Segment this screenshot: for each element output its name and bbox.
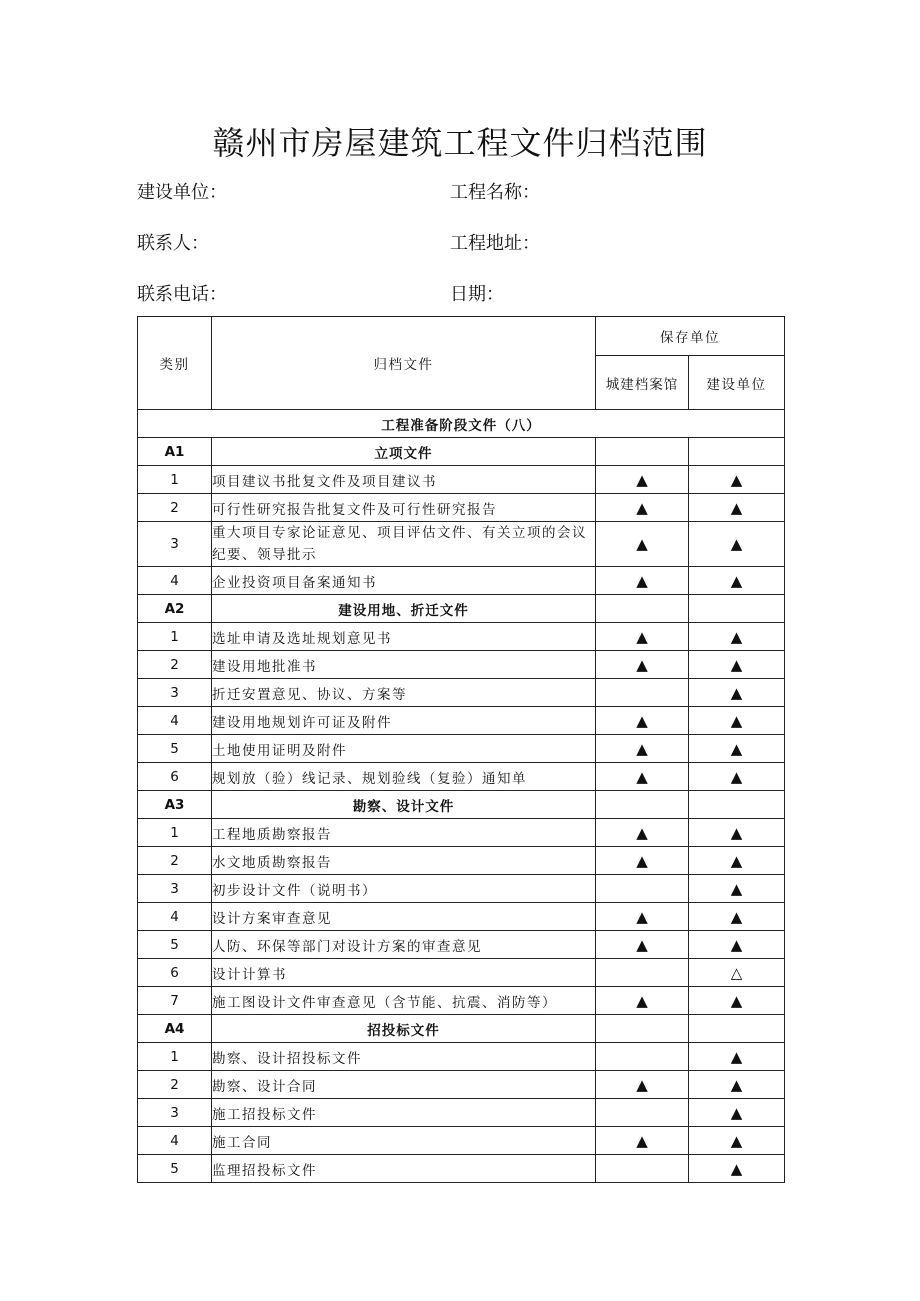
row-number: 3 (138, 875, 212, 903)
table-row (138, 1127, 785, 1155)
contact-phone-label: 联系电话： (137, 284, 227, 305)
table-row (138, 623, 785, 651)
document-name: 工程地质勘察报告 (212, 819, 596, 847)
document-name: 项目建议书批复文件及项目建议书 (212, 466, 596, 494)
urban-archive-mark: ▲ (596, 623, 689, 651)
header-builder: 建设单位 (689, 356, 785, 410)
document-name: 施工合同 (212, 1127, 596, 1155)
header-category: 类别 (138, 317, 212, 410)
archive-scope-table (137, 316, 785, 1183)
group-code: A4 (138, 1015, 212, 1043)
stage-title: 工程准备阶段文件（八） (138, 410, 785, 438)
archive-table-body (138, 317, 785, 1183)
table-row (138, 494, 785, 522)
urban-archive-mark: ▲ (596, 651, 689, 679)
table-row (138, 1155, 785, 1183)
document-name: 建设用地规划许可证及附件 (212, 707, 596, 735)
table-row (138, 466, 785, 494)
builder-mark: ▲ (689, 847, 785, 875)
header-urban-archive: 城建档案馆 (596, 356, 689, 410)
empty-cell (596, 595, 689, 623)
row-number: 4 (138, 707, 212, 735)
builder-mark: ▲ (689, 875, 785, 903)
builder-mark: ▲ (689, 466, 785, 494)
document-name: 勘察、设计合同 (212, 1071, 596, 1099)
row-number: 6 (138, 763, 212, 791)
document-name: 设计方案审查意见 (212, 903, 596, 931)
document-name: 选址申请及选址规划意见书 (212, 623, 596, 651)
builder-mark: ▲ (689, 707, 785, 735)
group-name: 招投标文件 (212, 1015, 596, 1043)
table-row (138, 522, 785, 567)
empty-cell (596, 438, 689, 466)
document-name: 企业投资项目备案通知书 (212, 567, 596, 595)
empty-cell (596, 791, 689, 819)
empty-cell (689, 1015, 785, 1043)
table-row (138, 931, 785, 959)
urban-archive-mark: ▲ (596, 735, 689, 763)
table-row (138, 1099, 785, 1127)
builder-mark: ▲ (689, 522, 785, 567)
table-row (138, 1043, 785, 1071)
builder-mark: ▲ (689, 651, 785, 679)
document-name: 施工图设计文件审查意见（含节能、抗震、消防等） (212, 987, 596, 1015)
urban-archive-mark: ▲ (596, 567, 689, 595)
builder-mark: ▲ (689, 1155, 785, 1183)
urban-archive-mark: ▲ (596, 1127, 689, 1155)
document-name: 人防、环保等部门对设计方案的审查意见 (212, 931, 596, 959)
group-row (138, 791, 785, 819)
row-number: 2 (138, 847, 212, 875)
builder-mark: ▲ (689, 1099, 785, 1127)
table-row (138, 651, 785, 679)
urban-archive-mark: ▲ (596, 466, 689, 494)
document-name: 建设用地批准书 (212, 651, 596, 679)
group-row (138, 1015, 785, 1043)
row-number: 1 (138, 623, 212, 651)
table-row (138, 847, 785, 875)
table-row (138, 567, 785, 595)
row-number: 5 (138, 735, 212, 763)
group-code: A1 (138, 438, 212, 466)
row-number: 4 (138, 903, 212, 931)
header-row (138, 317, 785, 356)
urban-archive-mark (596, 1155, 689, 1183)
row-number: 7 (138, 987, 212, 1015)
construction-unit-label: 建设单位： (137, 182, 227, 203)
builder-mark: ▲ (689, 1043, 785, 1071)
urban-archive-mark: ▲ (596, 522, 689, 567)
urban-archive-mark (596, 1099, 689, 1127)
document-name: 设计计算书 (212, 959, 596, 987)
group-code: A2 (138, 595, 212, 623)
urban-archive-mark: ▲ (596, 847, 689, 875)
table-row (138, 875, 785, 903)
row-number: 5 (138, 931, 212, 959)
urban-archive-mark: ▲ (596, 707, 689, 735)
document-name: 可行性研究报告批复文件及可行性研究报告 (212, 494, 596, 522)
builder-mark: ▲ (689, 1127, 785, 1155)
builder-mark: ▲ (689, 623, 785, 651)
urban-archive-mark: ▲ (596, 1071, 689, 1099)
urban-archive-mark: ▲ (596, 819, 689, 847)
project-name-label: 工程名称： (450, 182, 540, 203)
row-number: 1 (138, 819, 212, 847)
document-name: 重大项目专家论证意见、项目评估文件、有关立项的会议纪要、领导批示 (212, 522, 596, 567)
urban-archive-mark (596, 959, 689, 987)
builder-mark: ▲ (689, 763, 785, 791)
document-name: 折迁安置意见、协议、方案等 (212, 679, 596, 707)
builder-mark: △ (689, 959, 785, 987)
row-number: 4 (138, 567, 212, 595)
document-name: 水文地质勘察报告 (212, 847, 596, 875)
table-row (138, 987, 785, 1015)
group-row (138, 595, 785, 623)
urban-archive-mark: ▲ (596, 903, 689, 931)
urban-archive-mark (596, 1043, 689, 1071)
group-name: 勘察、设计文件 (212, 791, 596, 819)
row-number: 3 (138, 522, 212, 567)
table-row (138, 707, 785, 735)
row-number: 2 (138, 494, 212, 522)
header-storage-unit: 保存单位 (596, 317, 785, 356)
table-row (138, 1071, 785, 1099)
table-row (138, 735, 785, 763)
urban-archive-mark: ▲ (596, 987, 689, 1015)
row-number: 3 (138, 679, 212, 707)
builder-mark: ▲ (689, 987, 785, 1015)
group-row (138, 438, 785, 466)
row-number: 4 (138, 1127, 212, 1155)
project-address-label: 工程地址： (450, 233, 540, 254)
document-name: 初步设计文件（说明书） (212, 875, 596, 903)
urban-archive-mark: ▲ (596, 494, 689, 522)
urban-archive-mark (596, 875, 689, 903)
builder-mark: ▲ (689, 1071, 785, 1099)
row-number: 3 (138, 1099, 212, 1127)
empty-cell (596, 1015, 689, 1043)
row-number: 6 (138, 959, 212, 987)
group-code: A3 (138, 791, 212, 819)
document-name: 监理招投标文件 (212, 1155, 596, 1183)
empty-cell (689, 438, 785, 466)
builder-mark: ▲ (689, 735, 785, 763)
builder-mark: ▲ (689, 494, 785, 522)
contact-person-label: 联系人： (137, 233, 209, 254)
table-row (138, 903, 785, 931)
urban-archive-mark (596, 679, 689, 707)
table-row (138, 679, 785, 707)
urban-archive-mark: ▲ (596, 763, 689, 791)
header-file: 归档文件 (212, 317, 596, 410)
row-number: 1 (138, 466, 212, 494)
builder-mark: ▲ (689, 567, 785, 595)
date-label: 日期： (450, 284, 504, 305)
row-number: 5 (138, 1155, 212, 1183)
document-name: 勘察、设计招投标文件 (212, 1043, 596, 1071)
empty-cell (689, 595, 785, 623)
table-row (138, 819, 785, 847)
builder-mark: ▲ (689, 679, 785, 707)
group-name: 立项文件 (212, 438, 596, 466)
document-name: 施工招投标文件 (212, 1099, 596, 1127)
row-number: 1 (138, 1043, 212, 1071)
empty-cell (689, 791, 785, 819)
document-name: 土地使用证明及附件 (212, 735, 596, 763)
urban-archive-mark: ▲ (596, 931, 689, 959)
row-number: 2 (138, 651, 212, 679)
table-row (138, 763, 785, 791)
builder-mark: ▲ (689, 903, 785, 931)
row-number: 2 (138, 1071, 212, 1099)
document-name: 规划放（验）线记录、规划验线（复验）通知单 (212, 763, 596, 791)
table-row (138, 959, 785, 987)
group-name: 建设用地、折迁文件 (212, 595, 596, 623)
page-title: 赣州市房屋建筑工程文件归档范围 (212, 124, 708, 162)
builder-mark: ▲ (689, 819, 785, 847)
stage-row (138, 410, 785, 438)
builder-mark: ▲ (689, 931, 785, 959)
